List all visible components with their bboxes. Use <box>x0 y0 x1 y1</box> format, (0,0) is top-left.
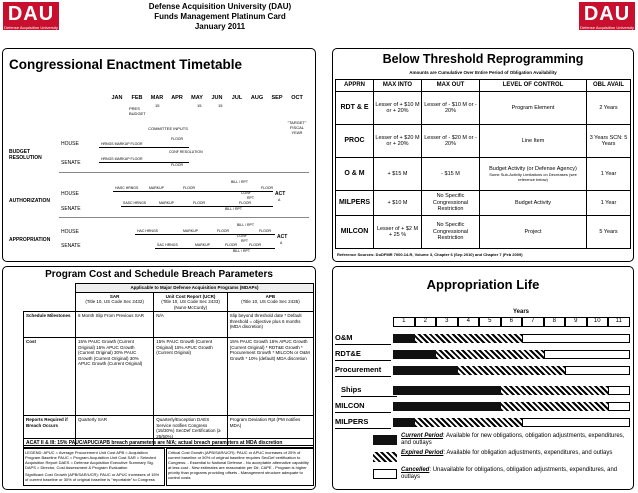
legend-text: Expired Period: Available for obligation adjustments, expenditures, and outlays <box>401 450 613 456</box>
header-line3: January 2011 <box>194 22 246 31</box>
below-threshold-panel <box>332 48 634 262</box>
row-label: Procurement <box>335 363 391 377</box>
bt-cell: No Specific Congressional Restriction <box>422 191 480 216</box>
bt-cell: Lesser of + $20 M or + 20% <box>374 125 422 158</box>
arrow-line <box>113 191 273 192</box>
expired-period-bar <box>436 350 544 359</box>
legend-text: Current Period: Available for new obligations, obligation adjustments, expenditures, and outlays <box>401 433 625 446</box>
legend-right: Critical Cost Growth (APB/SAR/UCR): PAUC or APUC increases of 25% of current baseline or 50% of original baseline requires SecDef certification to Congress: - Essential to National Defense - No acceptable alternative capability at less cost - New estimates are reasonable per Dir, CAPE - Program is higher priority than programs providing offsets - Management structure adequate to control costs <box>166 448 314 486</box>
congressional-title: Congressional Enactment Timetable <box>9 57 243 72</box>
bt-row <box>336 92 631 125</box>
cancelled-bar <box>522 418 630 427</box>
below-threshold-table <box>335 79 631 249</box>
year-7: 7 <box>522 317 544 327</box>
pc-cell: 6 Month Slip From Previous SAR <box>76 312 154 338</box>
col-ucr: Unit Cost Report (UCR) <box>165 293 216 299</box>
year-1: 1 <box>393 317 415 327</box>
expired-period-bar <box>415 418 523 427</box>
bt-row <box>336 158 631 191</box>
bt-row <box>336 216 631 249</box>
year-10: 10 <box>587 317 609 327</box>
year-4: 4 <box>458 317 480 327</box>
reference-sources: Reference Sources: DoDFMR 7000.14-R, Volume 3, Chapter 6 (Sep 2010) and Chapter 7 (Feb 2009) <box>337 252 523 257</box>
bt-cell: 1 Year <box>587 158 631 191</box>
row-label: Ships <box>341 383 397 397</box>
label-floor-4: FLOOR <box>261 186 274 190</box>
bt-cell: Program Element <box>480 92 587 125</box>
label-act-1: ACT <box>275 191 286 197</box>
years-label: Years <box>513 309 530 315</box>
bt-cell: MILPERS <box>336 191 374 216</box>
label-floor-5: FLOOR <box>193 201 206 205</box>
current-period-bar <box>393 386 501 395</box>
year-3: 3 <box>436 317 458 327</box>
arrow-line <box>99 147 189 148</box>
acat-note: ACAT II & III: 15% PAUC/APUC/APB breach parameters are N/A; actual breach parameters at MDA discretion <box>23 438 314 448</box>
current-period-bar <box>393 366 458 375</box>
month-may: MAY <box>191 95 203 101</box>
row-appropriation: APPROPRIATION <box>9 237 51 243</box>
month-sep: SEP <box>271 95 283 101</box>
senate-3: SENATE <box>61 243 81 249</box>
pc-row <box>24 338 314 416</box>
target-fy-label: "TARGET" FISCAL YEAR <box>287 120 307 135</box>
house-3: HOUSE <box>61 229 79 235</box>
label-conf-2: CONF <box>237 234 247 238</box>
legend-swatch <box>373 469 397 479</box>
month-mar: MAR <box>150 95 164 101</box>
label-hrngs-2: HRNGS MARKUP FLOOR <box>101 157 143 161</box>
label-conf-res: CONF RESOLUTION <box>169 150 203 154</box>
cancelled-bar <box>565 366 630 375</box>
label-markup-1: MARKUP <box>149 186 164 190</box>
legend-swatch <box>373 435 397 445</box>
header-line2: Funds Management Platinum Card <box>154 12 286 21</box>
header-line1: Defense Acquisition University (DAU) <box>148 2 292 11</box>
expired-period-bar <box>501 386 609 395</box>
pc-cell: Reports Required if Breach Occurs <box>24 416 76 446</box>
label-floor-8: FLOOR <box>259 229 272 233</box>
below-threshold-subtitle: Amounts are Cumulative Over Entire Period of Obligation Availability <box>409 70 557 75</box>
divider-1 <box>59 172 309 173</box>
label-a-1: A <box>278 198 281 202</box>
label-hac: HAC HRNGS <box>137 229 159 233</box>
below-threshold-title: Below Threshold Reprogramming <box>382 52 584 66</box>
label-markup-3: MARKUP <box>183 229 198 233</box>
expired-period-bar <box>415 334 523 343</box>
bt-cell: O & M <box>336 158 374 191</box>
bt-cell: 1 Year <box>587 191 631 216</box>
label-hrngs-1: HRNGS MARKUP FLOOR <box>101 142 143 146</box>
bt-cell: RDT & E <box>336 92 374 125</box>
pres-budget-label: PRES BUDGET <box>129 106 146 116</box>
senate-1: SENATE <box>61 160 81 166</box>
current-period-bar <box>393 418 415 427</box>
bt-col-3: LEVEL OF CONTROL <box>480 80 587 92</box>
pc-row <box>24 312 314 338</box>
bt-cell: 5 Years <box>587 216 631 249</box>
month-aug: AUG <box>250 95 264 101</box>
label-act-2: ACT <box>277 234 288 240</box>
committee-inputs-label: COMMITTEE INPUTS <box>148 126 188 131</box>
bt-col-0: APPRN <box>336 80 374 92</box>
col-sar: SAR <box>109 293 120 299</box>
legend-text: Cancelled: Unavailable for obligations, obligation adjustments, expenditures, and outlays <box>401 467 618 480</box>
arrow-line <box>155 248 275 249</box>
bt-cell: Lesser of + $10 M or + 20% <box>374 92 422 125</box>
bt-cell: Line Item <box>480 125 587 158</box>
bt-cell: Project <box>480 216 587 249</box>
year-11: 11 <box>608 317 630 327</box>
mark-2: 15 <box>197 103 202 108</box>
label-bill-rpt-2: BILL / RPT <box>225 207 242 211</box>
row-authorization: AUTHORIZATION <box>9 198 51 204</box>
congressional-panel <box>2 48 316 262</box>
pc-cell: N/A <box>154 312 228 338</box>
mark-1: 15 <box>155 103 160 108</box>
row-budget-resolution: BUDGET RESOLUTION <box>9 149 42 161</box>
bt-cell: Lesser of + $2 M + 25 % <box>374 216 422 249</box>
year-2: 2 <box>415 317 437 327</box>
label-floor-2: FLOOR <box>171 163 184 167</box>
cancelled-bar <box>608 386 630 395</box>
arrow-line <box>99 162 189 163</box>
label-a-2: A <box>280 241 283 245</box>
bt-cell: Lesser of - $20 M or - 20% <box>422 125 480 158</box>
year-8: 8 <box>544 317 566 327</box>
row-label: RDT&E <box>335 347 391 361</box>
label-floor-7: FLOOR <box>217 229 230 233</box>
program-cost-panel <box>2 266 316 490</box>
cancelled-bar <box>608 402 630 411</box>
pc-cell: Cost <box>24 338 76 416</box>
expired-period-bar <box>501 402 609 411</box>
current-period-bar <box>393 334 415 343</box>
appropriation-life-title: Appropriation Life <box>426 277 540 292</box>
pc-cell: Slip beyond threshold date * Default threshold = objective plus 6 months (MDA discretion) <box>227 312 313 338</box>
label-floor-6: FLOOR <box>239 201 252 205</box>
col-apb: APB <box>265 293 276 299</box>
bt-cell: Budget Activity <box>480 191 587 216</box>
label-bill-rpt-3: BILL / RPT <box>237 223 254 227</box>
label-rpt-2: RPT <box>241 239 248 243</box>
house-1: HOUSE <box>61 141 79 147</box>
label-sasc: SASC HRNGS <box>123 201 147 205</box>
program-cost-title: Program Cost and Schedule Breach Parameters <box>45 269 273 280</box>
senate-2: SENATE <box>61 206 81 212</box>
applicable-label: Applicable to Major Defense Acquisition Programs (MDAPs) <box>76 284 314 293</box>
col-sar-sub: (Title 10, US Code Sec 2432) <box>85 299 144 304</box>
label-floor-10: FLOOR <box>225 243 238 247</box>
cancelled-bar <box>544 350 630 359</box>
bt-cell: Budget Activity (or Defense Agency) Some Sub-Activity Limitations on Decreases (see reference below) <box>480 158 587 191</box>
current-period-bar <box>393 350 436 359</box>
bt-cell: 2 Years <box>587 92 631 125</box>
col-ucr-sub: (Title 10, US Code Sec 2433) (Nunn-McCurdy) <box>161 299 220 310</box>
expired-period-bar <box>458 366 566 375</box>
col-apb-sub: (Title 10, US Code Sec 2435) <box>241 299 300 304</box>
month-feb: FEB <box>131 95 143 101</box>
appropriation-life-panel <box>332 266 634 490</box>
label-sac: SAC HRNGS <box>157 243 178 247</box>
bt-col-1: MAX INTO <box>374 80 422 92</box>
pc-cell: 15% PAUC Growth (Current Original) 15% APUC Growth (Current Original) <box>154 338 228 416</box>
bt-cell: 3 Years SCN: 5 Years <box>587 125 631 158</box>
mark-3: 15 <box>218 103 223 108</box>
year-5: 5 <box>479 317 501 327</box>
bt-row <box>336 191 631 216</box>
year-9: 9 <box>565 317 587 327</box>
pc-cell: Quarterly SAR <box>76 416 154 446</box>
bt-cell: No Specific Congressional Restriction <box>422 216 480 249</box>
label-markup-4: MARKUP <box>195 243 210 247</box>
program-cost-table <box>23 283 314 446</box>
label-hasc: HASC HRNGS <box>115 186 139 190</box>
header-title <box>60 2 380 32</box>
legend-swatch <box>373 452 397 462</box>
row-label: MILPERS <box>335 415 391 429</box>
label-floor-1: FLOOR <box>171 137 184 141</box>
current-period-bar <box>393 402 501 411</box>
pc-cell: Quarterly/Exception DAES Service notifies Congress (15/30%) SecDef Certification (≥ 25/50%) <box>154 416 228 446</box>
month-apr: APR <box>171 95 183 101</box>
bt-row <box>336 125 631 158</box>
row-label: O&M <box>335 331 391 345</box>
row-label: MILCON <box>335 399 391 413</box>
bt-cell: - $15 M <box>422 158 480 191</box>
bt-cell: Lesser of - $10 M or - 20% <box>422 92 480 125</box>
label-bill-rpt-1: BILL / RPT <box>231 180 248 184</box>
month-jun: JUN <box>211 95 223 101</box>
arrow-line <box>135 234 275 235</box>
bt-cell: MILCON <box>336 216 374 249</box>
pc-cell: 15% PAUC Growth 15% APUC Growth (Current Original) * RDT&E Growth * Procurement Growth * MILCON or O&M Growth * 10% (default) MDA discretion <box>227 338 313 416</box>
divider-2 <box>59 217 309 218</box>
label-bill-rpt-4: BILL / RPT <box>233 249 250 253</box>
bt-col-4: OBL AVAIL <box>587 80 631 92</box>
month-jul: JUL <box>231 95 243 101</box>
cancelled-bar <box>522 334 630 343</box>
bt-cell: PROC <box>336 125 374 158</box>
pc-cell: 15% PAUC Growth (Current Original) 15% APUC Growth (Current Original) 30% PAUC Growth (Current Original) 30% APUC Growth (Current Original) <box>76 338 154 416</box>
pc-cell: Schedule Milestones <box>24 312 76 338</box>
dau-logo-left: DAU Defense Acquisition University <box>4 3 58 30</box>
arrow-line <box>121 206 273 207</box>
label-conf-1: CONF <box>241 191 251 195</box>
year-6: 6 <box>501 317 523 327</box>
dau-logo-right: DAU Defense Acquisition University <box>580 3 634 30</box>
month-jan: JAN <box>111 95 123 101</box>
level-note: Some Sub-Activity Limitations on Decreases (see reference below) <box>489 172 577 183</box>
month-oct: OCT <box>291 95 303 101</box>
house-2: HOUSE <box>61 191 79 197</box>
label-floor-9: FLOOR <box>249 243 262 247</box>
label-rpt-1: RPT <box>247 196 254 200</box>
bt-col-2: MAX OUT <box>422 80 480 92</box>
label-markup-2: MARKUP <box>159 201 174 205</box>
label-floor-3: FLOOR <box>183 186 196 190</box>
bt-cell: + $15 M <box>374 158 422 191</box>
legend-left: LEGEND: APUC = Average Procurement Unit Cost APB = Acquisition Program Baseline PAUC = Program Acquisition Unit Cost SAR = Selected Acquisition Report DAES = Defense Acquisition Executive Summary Sig. DAPS = Director, Cost Assessment & Program Evaluation Significant Cost Growth (APB/SAR/UCR): PAUC or APUC increases of 15% of current baseline or 30% of original baseline is "reportable" to Congress <box>23 448 165 486</box>
bt-cell: + $10 M <box>374 191 422 216</box>
pc-cell: Program Deviation Rpt (PM notifies MDA) <box>227 416 313 446</box>
